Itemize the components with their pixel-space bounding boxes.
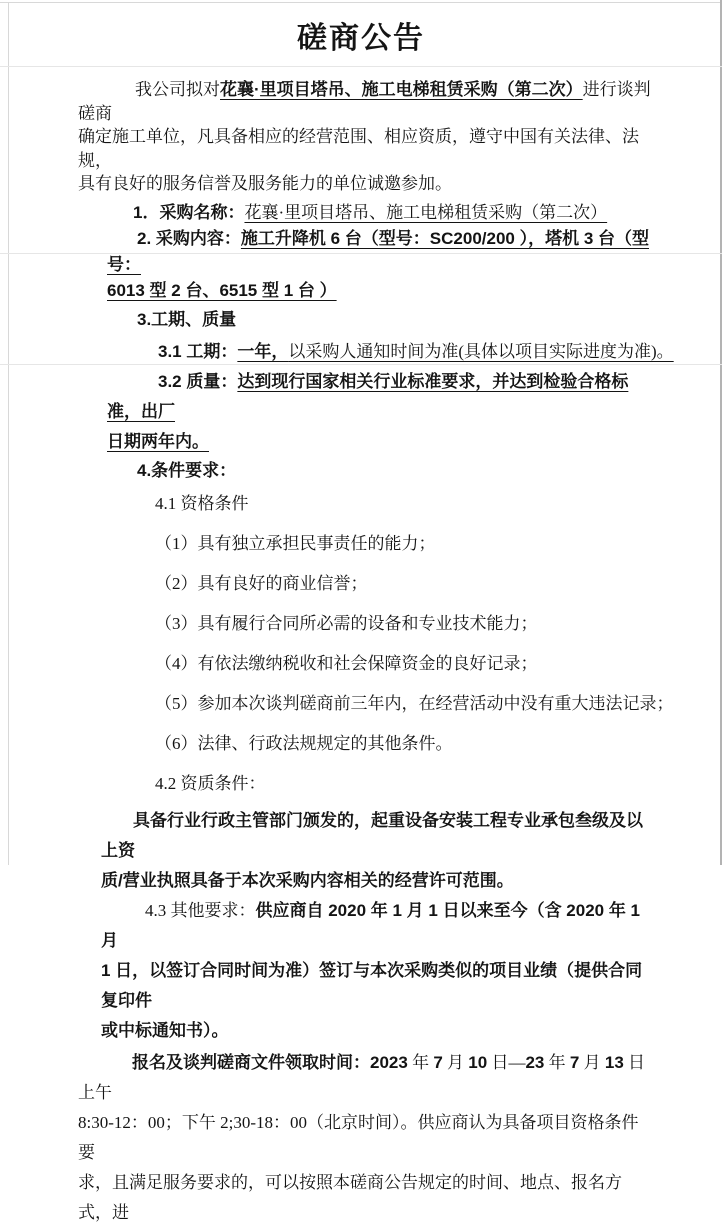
text-run: 4.2 资质条件：	[155, 773, 266, 793]
qualification-item-4	[155, 654, 682, 684]
text-run: 3.工期、质量	[137, 309, 237, 329]
text-run: 2. 采购内容：	[137, 228, 241, 248]
text-run: 7	[569, 1052, 580, 1072]
text-run: （2）具有良好的商业信誉；	[155, 573, 368, 593]
text-run: 我公司拟对	[135, 80, 220, 99]
text-run: 4.条件要求：	[137, 460, 237, 480]
text-run: 月	[442, 1052, 469, 1072]
text-run: （6）法律、行政法规规定的其他条件。	[155, 733, 453, 753]
text-run: 3.1 工期：	[158, 341, 238, 361]
text-run: 供应商自 2020 年 1 月 1 日以来至今（含 2020 年 1 月	[101, 900, 641, 950]
text-run: 4.1 资格条件	[155, 493, 249, 513]
text-run: （5）参加本次谈判磋商前三年内，在经营活动中没有重大违法记录；	[155, 693, 674, 713]
item-4-3-other-requirements	[101, 896, 656, 1046]
text-run: 一年，	[237, 341, 289, 361]
intro-paragraph	[78, 78, 652, 196]
text-run: 2023	[370, 1052, 408, 1072]
text-run: 13	[604, 1052, 624, 1072]
text-run: （4）有依法缴纳税收和社会保障资金的良好记录；	[155, 653, 538, 673]
text-run: 1 日，以签订合同时间为准）签订与本次采购类似的项目业绩（提供合同复印件	[101, 960, 643, 1010]
text-run: 年	[544, 1052, 570, 1072]
heading-4-condition-requirements	[137, 457, 722, 484]
item-4-2-body	[101, 806, 656, 896]
page-title: 磋商公告	[297, 22, 425, 55]
heading-3-duration-quality	[137, 306, 722, 333]
text-run: 23	[525, 1052, 545, 1072]
text-run: 具有良好的服务信誉及服务能力的单位诚邀参加。	[78, 174, 452, 193]
text-run: 4.3 其他要求：	[145, 900, 256, 920]
text-run: 或中标通知书）。	[101, 1020, 229, 1040]
item-4-2-credential-conditions	[155, 774, 682, 804]
registration-time-paragraph	[78, 1048, 652, 1228]
text-run: 6013 型 2 台、6515 型 1 台 ）	[107, 280, 337, 300]
item-3-2-quality	[107, 367, 662, 457]
render-seam	[0, 364, 722, 365]
text-run: 1．采购名称：	[133, 202, 245, 222]
text-run: （1）具有独立承担民事责任的能力；	[155, 533, 436, 553]
text-run: 施工升降机 6 台（型号：SC200/200 ），塔机 3 台（型号：	[107, 228, 649, 274]
text-run: 8:30-12：00；下午 2;30-18：00（北京时间）。供应商认为具备项目资格条件要	[78, 1112, 639, 1162]
qualification-item-3	[155, 614, 682, 644]
text-run: 日上午	[78, 1052, 646, 1102]
text-run: 7	[433, 1052, 443, 1072]
text-run: 3.2 质量：	[158, 371, 238, 391]
render-seam	[0, 253, 722, 254]
item-3-1-duration	[158, 337, 682, 367]
text-run: 日—	[487, 1052, 526, 1072]
text-run: 达到现行国家相关行业标准要求，并达到检验合格标准，出厂	[107, 371, 629, 421]
text-run: 质/营业执照具备于本次采购内容相关的经营许可范围。	[101, 870, 514, 890]
text-run: 日期两年内。	[107, 431, 209, 451]
text-run: 确定施工单位，凡具备相应的经营范围、相应资质，遵守中国有关法律、法规，	[78, 127, 639, 170]
qualification-item-1	[155, 534, 682, 564]
text-run: 进行谈判磋商	[78, 80, 651, 123]
qualification-item-6	[155, 734, 682, 764]
text-run: 花襄·里项目塔吊、施工电梯租赁采购（第二次）	[244, 202, 608, 222]
text-run: 花襄·里项目塔吊、施工电梯租赁采购（第二次）	[220, 80, 583, 99]
item-2-procurement-content	[107, 226, 662, 304]
text-run: 月	[579, 1052, 605, 1072]
qualification-item-2	[155, 574, 682, 604]
text-run: （3）具有履行合同所必需的设备和专业技术能力；	[155, 613, 538, 633]
text-run: 10	[468, 1052, 488, 1072]
text-run: 求，且满足服务要求的，可以按照本磋商公告规定的时间、地点、报名方式，进	[78, 1172, 622, 1222]
render-seam	[0, 66, 722, 67]
document-body	[0, 78, 722, 1228]
qualification-item-5	[155, 694, 682, 724]
text-run: 具备行业行政主管部门颁发的，起重设备安装工程专业承包叁级及以上资	[101, 810, 643, 860]
text-run: 报名及谈判磋商文件领取时间：	[132, 1052, 370, 1072]
item-1-procurement-name	[133, 200, 682, 226]
text-run: 年	[407, 1052, 434, 1072]
page-left-edge	[8, 2, 9, 865]
page-top-edge	[0, 2, 722, 3]
item-4-1-qualification-conditions	[155, 494, 682, 524]
text-run: 以采购人通知时间为准(具体以项目实际进度为准)。	[288, 341, 674, 361]
